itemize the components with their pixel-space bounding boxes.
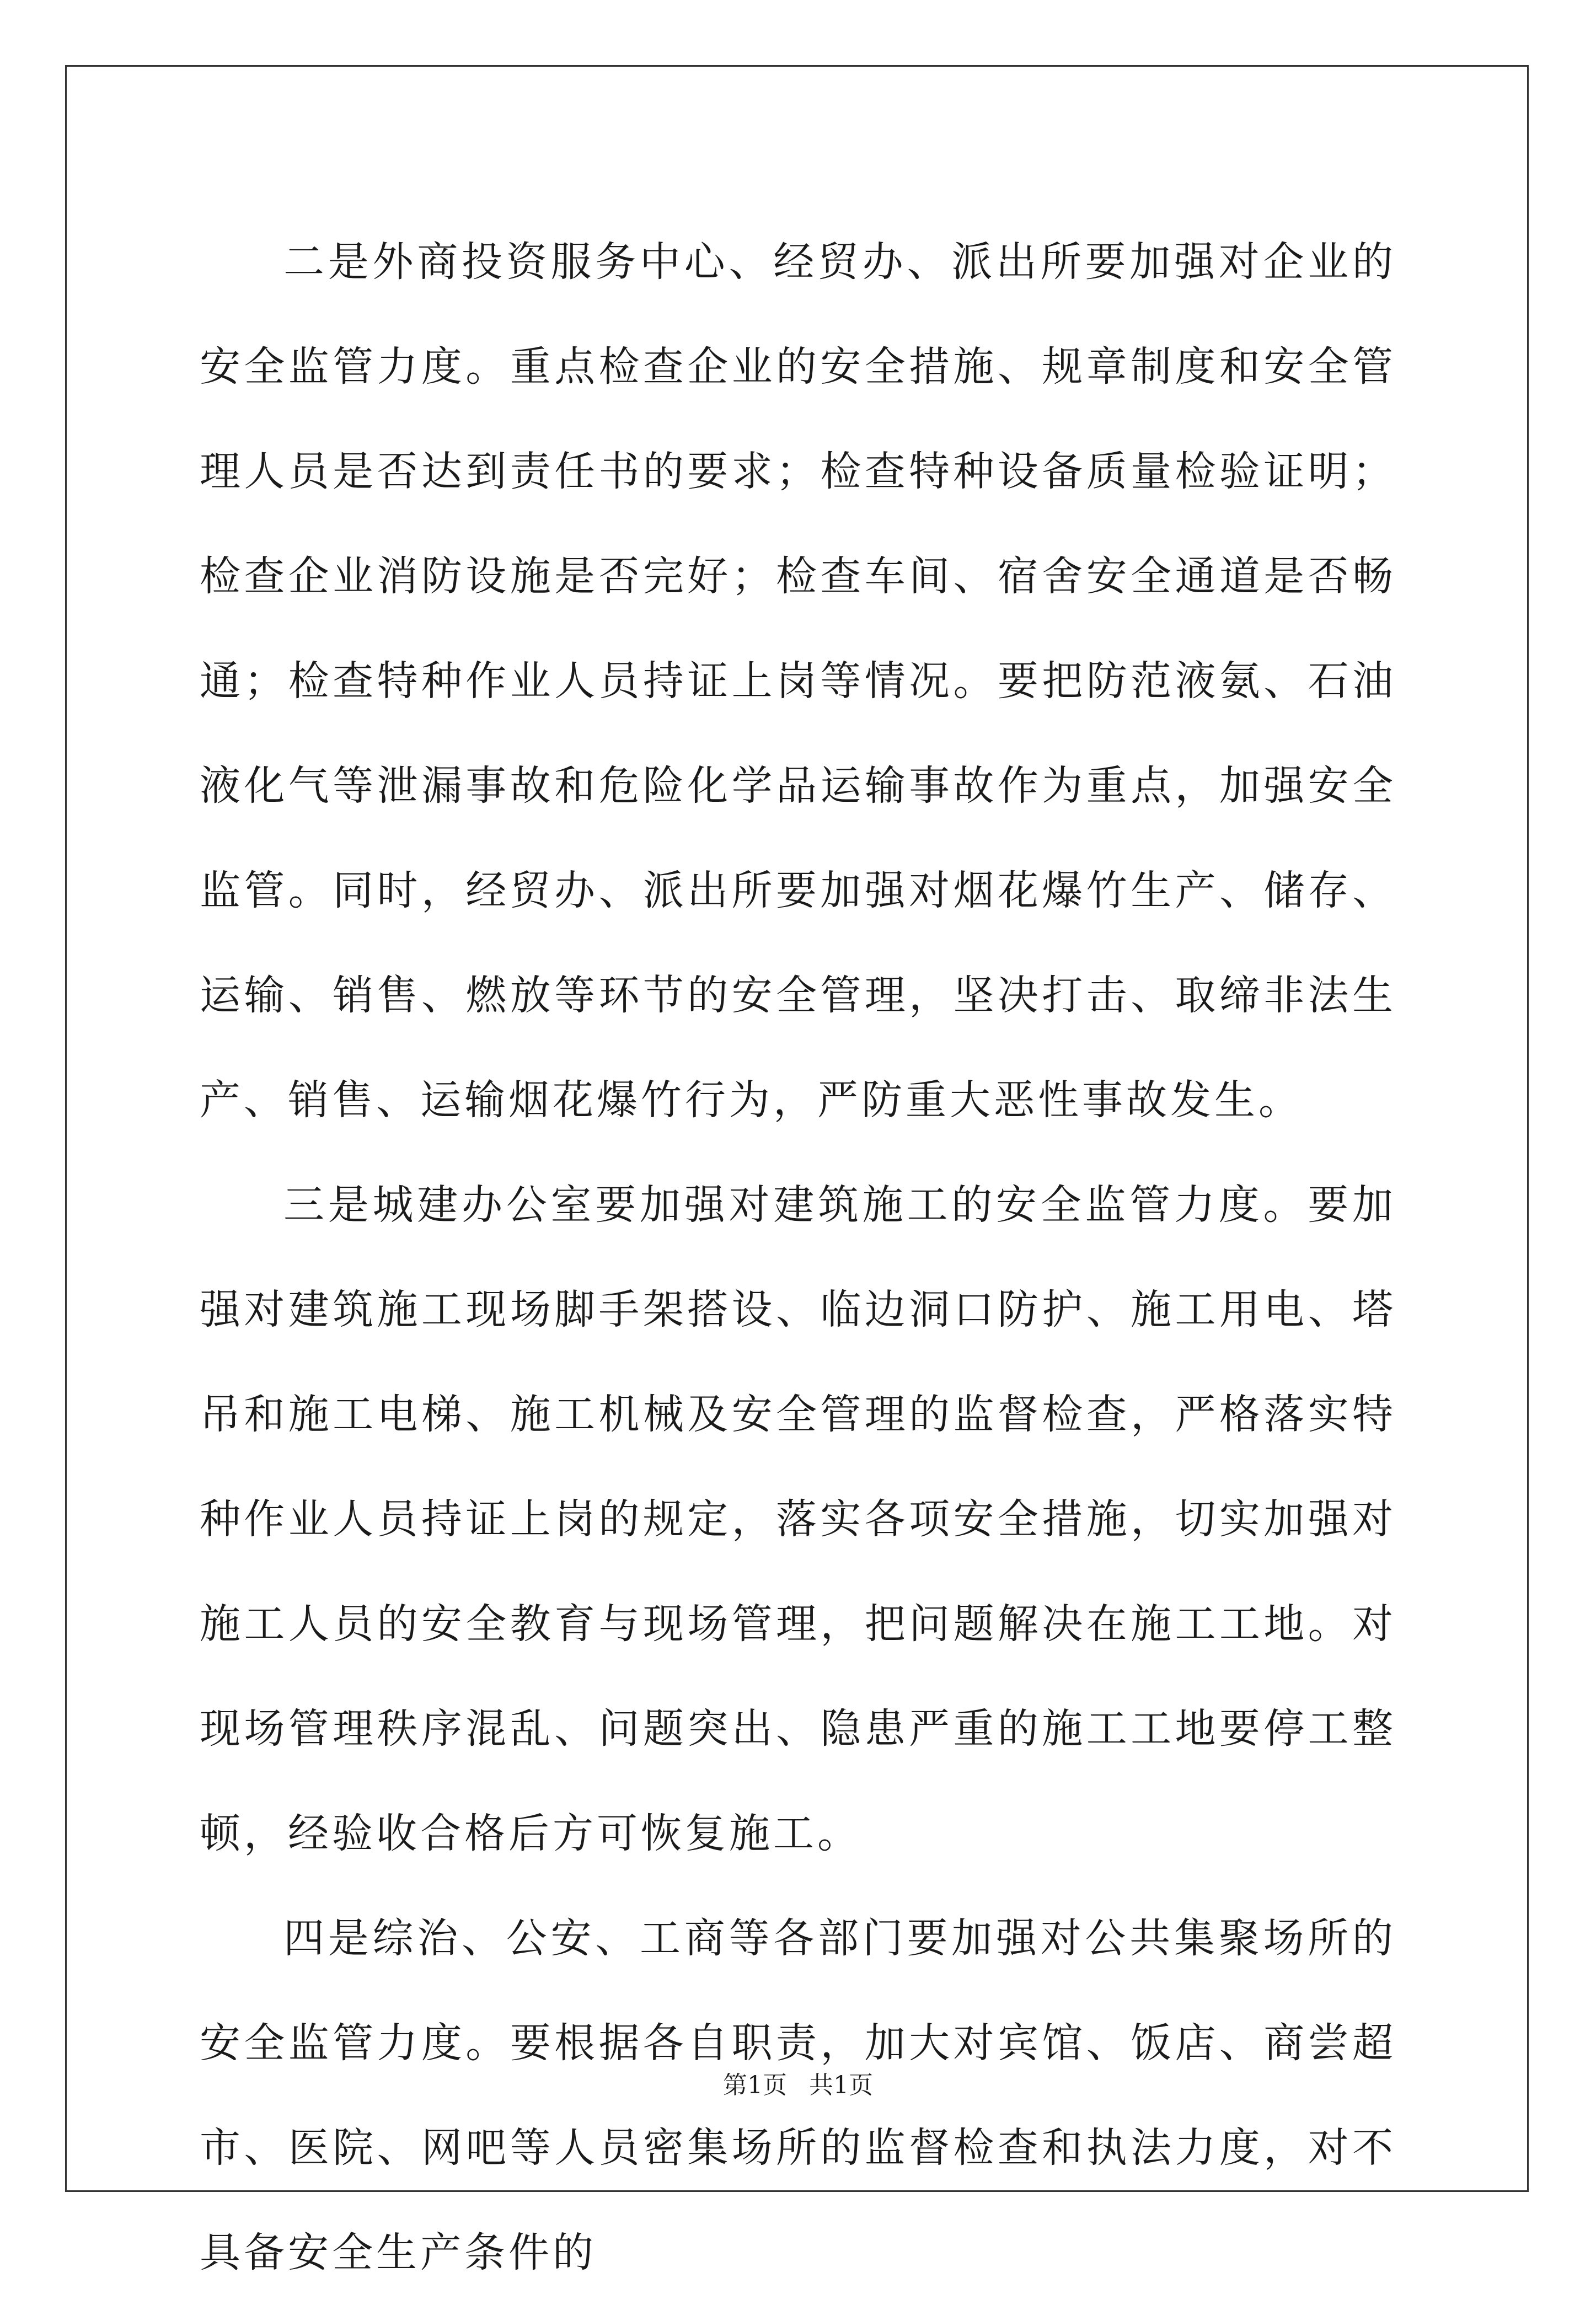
page-number-current: 第1页 xyxy=(723,2071,787,2099)
paragraph-3: 三是城建办公室要加强对建筑施工的安全监管力度。要加强对建筑施工现场脚手架搭设、临边洞口防护、施工用电、塔吊和施工电梯、施工机械及安全管理的监督检查，严格落实特种作业人员持证上岗的规定，落实各项安全措施，切实加强对施工人员的安全教育与现场管理，把问题解决在施工工地。对现场管理秩序混乱、问题突出、隐患严重的施工工地要停工整顿，经验收合格后方可恢复施工。 xyxy=(200,1181,1396,1857)
paragraph-4: 四是综治、公安、工商等各部门要加强对公共集聚场所的安全监管力度。要根据各自职责，加大对宾馆、饭店、商尝超市、医院、网吧等人员密集场所的监督检查和执法力度，对不具备安全生产条件的 xyxy=(200,1915,1396,2276)
page-footer xyxy=(0,2069,1596,2102)
paragraph-2: 二是外商投资服务中心、经贸办、派出所要加强对企业的安全监管力度。重点检查企业的安全措施、规章制度和安全管理人员是否达到责任书的要求；检查特种设备质量检验证明；检查企业消防设施是否完好；检查车间、宿舍安全通道是否畅通；检查特种作业人员持证上岗等情况。要把防范液氨、石油液化气等泄漏事故和危险化学品运输事故作为重点，加强安全监管。同时，经贸办、派出所要加强对烟花爆竹生产、储存、运输、销售、燃放等环节的安全管理，坚决打击、取缔非法生产、销售、运输烟花爆竹行为，严防重大恶性事故发生。 xyxy=(200,238,1396,1124)
page-number-total: 共1页 xyxy=(809,2071,873,2099)
document-body xyxy=(200,210,1396,2305)
